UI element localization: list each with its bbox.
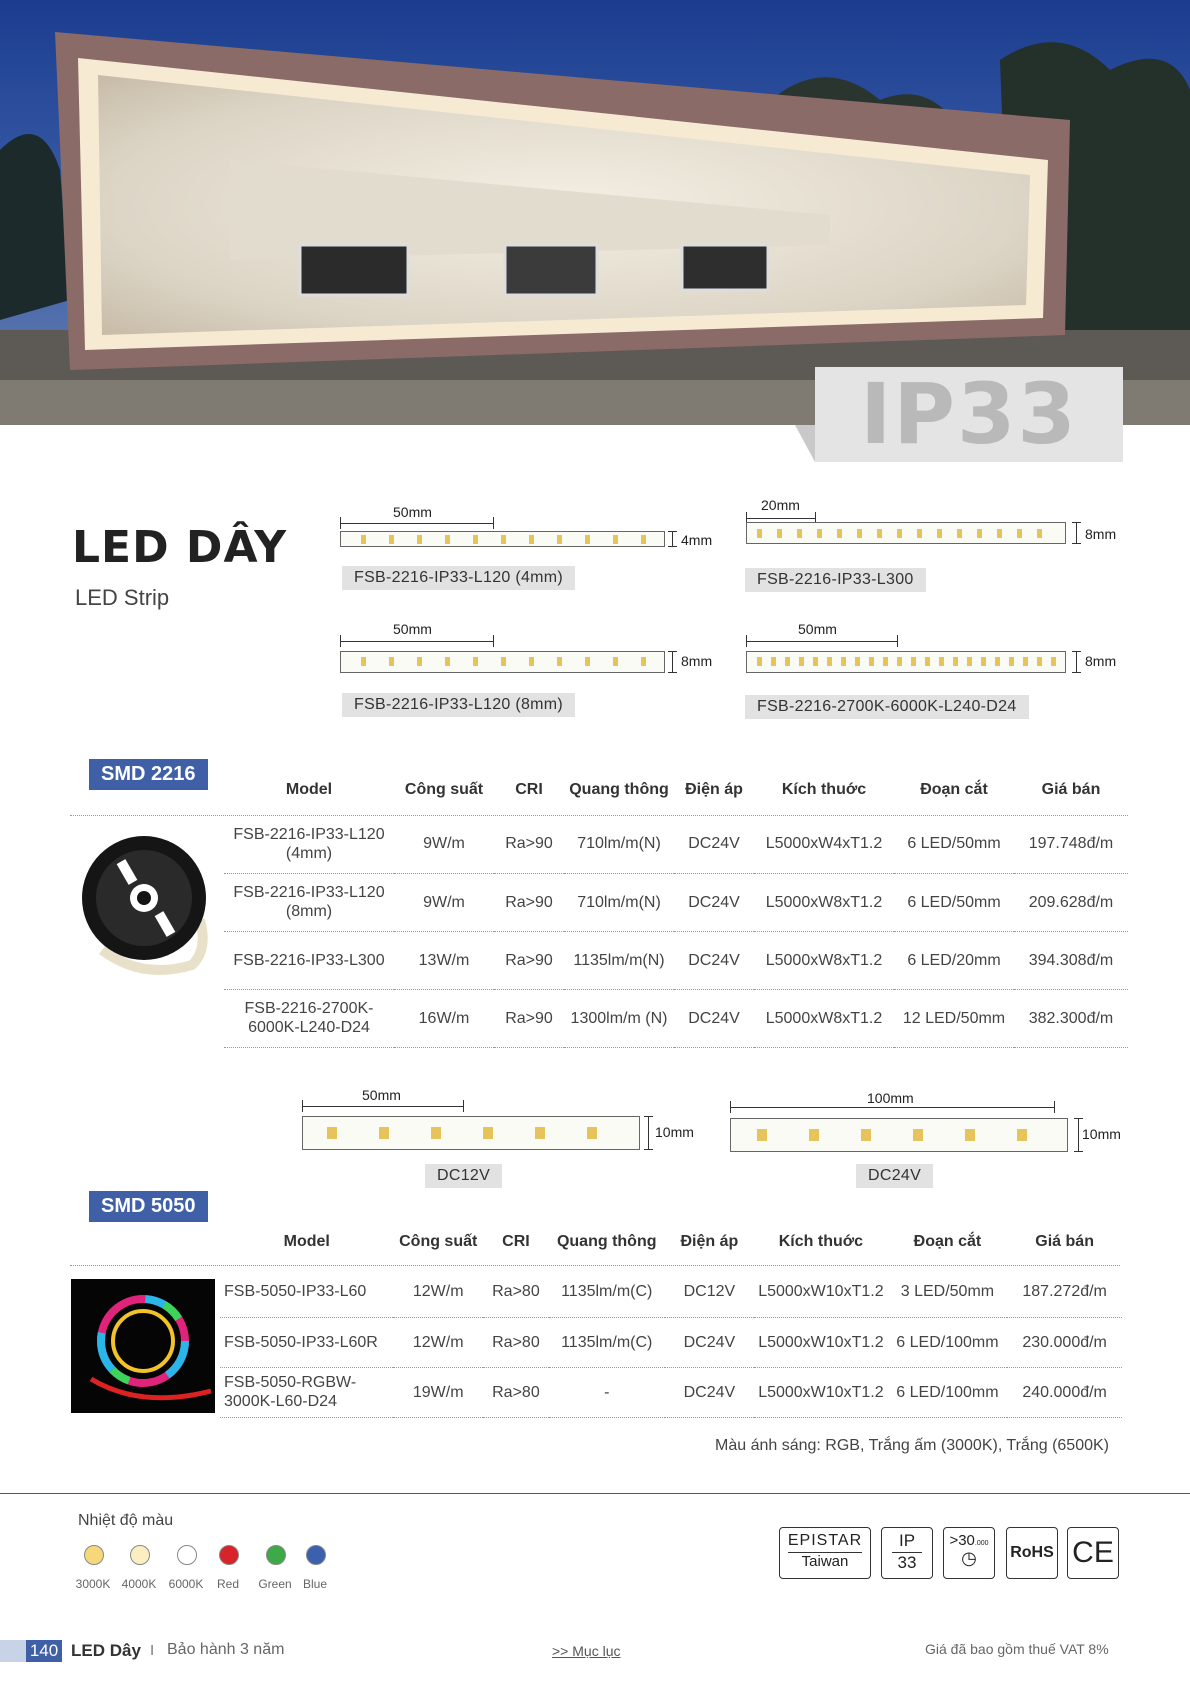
- strip-image: [746, 522, 1066, 544]
- dimension-length: 50mm: [362, 1087, 401, 1103]
- footer-divider: I: [150, 1642, 155, 1659]
- cell-model: FSB-2216-2700K-6000K-L240-D24: [224, 989, 394, 1047]
- col-header: Điện áp: [685, 781, 743, 798]
- cell-cri: Ra>90: [494, 873, 564, 931]
- cell-voltage: DC24V: [674, 873, 754, 931]
- clock-icon: ◷: [961, 1548, 977, 1568]
- col-header: Model: [283, 1233, 330, 1250]
- dimension-line: [302, 1106, 464, 1107]
- cell-size: L5000xW8xT1.2: [754, 931, 894, 989]
- cell-lumen: 1135lm/m(C): [549, 1317, 665, 1367]
- cell-lumen: 710lm/m(N): [564, 873, 674, 931]
- cell-lumen: -: [549, 1367, 665, 1417]
- strip-image: [302, 1116, 640, 1150]
- cell-voltage: DC24V: [674, 989, 754, 1047]
- cell-voltage: DC12V: [665, 1267, 755, 1317]
- ce-badge: CE: [1067, 1527, 1119, 1579]
- strip-image: [730, 1118, 1068, 1152]
- section-label-smd5050: SMD 5050: [89, 1191, 208, 1222]
- col-header: Đoạn cắt: [920, 781, 988, 798]
- model-tag: FSB-2216-IP33-L120 (8mm): [342, 693, 575, 717]
- dimension-width-line: [1076, 651, 1077, 673]
- dimension-width-line: [1076, 522, 1077, 544]
- col-header: Kích thuớc: [778, 1233, 864, 1250]
- col-header: CRI: [515, 781, 543, 798]
- swatch-label: Red: [216, 1577, 239, 1591]
- cell-power: 12W/m: [393, 1267, 483, 1317]
- dimension-width: 10mm: [1082, 1126, 1121, 1142]
- led-reel-image: [82, 830, 210, 978]
- cell-cut: 3 LED/50mm: [888, 1267, 1008, 1317]
- cell-model: FSB-5050-IP33-L60: [220, 1267, 393, 1317]
- table-header-row: [224, 765, 1128, 815]
- cell-cri: Ra>90: [494, 931, 564, 989]
- col-header: Công suất: [404, 781, 484, 798]
- smd5050-table: [220, 1217, 1122, 1418]
- cell-lumen: 710lm/m(N): [564, 815, 674, 873]
- table-of-contents-link[interactable]: >> Mục lục: [552, 1643, 621, 1659]
- cell-size: L5000xW10xT1.2: [754, 1267, 887, 1317]
- swatch-3000k: [84, 1545, 104, 1565]
- cell-power: 16W/m: [394, 989, 494, 1047]
- strip-image: [340, 651, 665, 673]
- voltage-tag: DC12V: [425, 1164, 502, 1188]
- table-row: [220, 1267, 1122, 1317]
- model-tag: FSB-2216-IP33-L300: [745, 568, 926, 592]
- swatch-label: Blue: [302, 1577, 328, 1591]
- lifetime-value: >30: [949, 1532, 975, 1549]
- dimension-length: 50mm: [393, 621, 432, 637]
- swatch-label: 4000K: [121, 1577, 157, 1591]
- cell-price: 382.300đ/m: [1014, 989, 1128, 1047]
- page-title: LED DÂY: [72, 522, 288, 573]
- dimension-width: 4mm: [681, 532, 713, 548]
- footer-separator: [0, 1493, 1190, 1494]
- dimension-length: 50mm: [393, 504, 432, 520]
- dimension-width-line: [672, 531, 673, 547]
- cell-cut: 6 LED/50mm: [894, 815, 1014, 873]
- dimension-width: 8mm: [681, 653, 713, 669]
- cell-cri: Ra>80: [483, 1317, 549, 1367]
- page-number: 140: [26, 1640, 62, 1662]
- cell-price: 209.628đ/m: [1014, 873, 1128, 931]
- table-row: [220, 1317, 1122, 1367]
- col-header: CRI: [502, 1233, 530, 1250]
- cell-cut: 6 LED/50mm: [894, 873, 1014, 931]
- table-row: [224, 873, 1128, 931]
- col-header: Quang thông: [569, 781, 669, 798]
- cell-voltage: DC24V: [665, 1367, 755, 1417]
- cell-price: 240.000đ/m: [1007, 1367, 1122, 1417]
- dimension-width-line: [672, 651, 673, 673]
- table-row: [224, 931, 1128, 989]
- footer-accent-bar: [0, 1640, 26, 1662]
- cell-cri: Ra>80: [483, 1267, 549, 1317]
- dimension-width-line: [648, 1116, 649, 1150]
- col-header: Điện áp: [680, 1233, 739, 1250]
- table-row: [224, 815, 1128, 873]
- cell-size: L5000xW10xT1.2: [754, 1367, 887, 1417]
- table-row: [220, 1367, 1122, 1417]
- cell-size: L5000xW4xT1.2: [754, 815, 894, 873]
- cell-cut: 12 LED/50mm: [894, 989, 1014, 1047]
- cell-lumen: 1135lm/m(C): [549, 1267, 665, 1317]
- col-header: Giá bán: [1041, 781, 1101, 798]
- hero-photo: [0, 0, 1190, 425]
- cell-power: 13W/m: [394, 931, 494, 989]
- ip-badge-label: IP: [898, 1531, 916, 1550]
- cell-size: L5000xW8xT1.2: [754, 989, 894, 1047]
- color-temp-title: Nhiệt độ màu: [78, 1512, 174, 1529]
- cell-cri: Ra>90: [494, 815, 564, 873]
- cell-lumen: 1300lm/m (N): [564, 989, 674, 1047]
- epistar-badge: [779, 1527, 871, 1579]
- cell-price: 187.272đ/m: [1007, 1267, 1122, 1317]
- cell-model: FSB-2216-IP33-L300: [224, 931, 394, 989]
- footer-section: LED Dây: [71, 1641, 141, 1660]
- dimension-line: [746, 518, 816, 519]
- cell-cri: Ra>90: [494, 989, 564, 1047]
- rohs-badge: RoHS: [1006, 1527, 1058, 1579]
- cell-power: 19W/m: [393, 1367, 483, 1417]
- cell-power: 9W/m: [394, 815, 494, 873]
- ip-label-shadow: [795, 425, 815, 462]
- col-header: Giá bán: [1035, 1233, 1094, 1250]
- section-label-smd2216: SMD 2216: [89, 759, 208, 790]
- dimension-width: 8mm: [1085, 653, 1117, 669]
- table-header-row: [220, 1217, 1122, 1267]
- swatch-blue: [306, 1545, 326, 1565]
- cell-model: FSB-5050-IP33-L60R: [220, 1317, 393, 1367]
- cell-voltage: DC24V: [674, 815, 754, 873]
- cell-price: 197.748đ/m: [1014, 815, 1128, 873]
- ip-rating-label: IP33: [860, 365, 1078, 463]
- cell-lumen: 1135lm/m(N): [564, 931, 674, 989]
- cell-power: 12W/m: [393, 1317, 483, 1367]
- dimension-line: [730, 1107, 1055, 1108]
- swatch-6000k: [177, 1545, 197, 1565]
- lifetime-small: .000: [974, 1540, 989, 1547]
- cell-price: 394.308đ/m: [1014, 931, 1128, 989]
- dimension-line: [340, 523, 494, 524]
- swatch-label: 6000K: [168, 1577, 204, 1591]
- epistar-country: Taiwan: [801, 1553, 849, 1570]
- swatch-label: Green: [258, 1577, 292, 1591]
- ip-badge: [881, 1527, 933, 1579]
- dimension-width-line: [1078, 1118, 1079, 1152]
- col-header: Đoạn cắt: [913, 1233, 982, 1250]
- cell-size: L5000xW8xT1.2: [754, 873, 894, 931]
- epistar-text: EPISTAR: [787, 1532, 863, 1549]
- page-subtitle: LED Strip: [75, 585, 170, 610]
- ip-badge-value: 33: [897, 1553, 917, 1572]
- col-header: Kích thuớc: [781, 781, 867, 798]
- dimension-line: [746, 641, 898, 642]
- cell-cut: 6 LED/100mm: [888, 1317, 1008, 1367]
- cell-price: 230.000đ/m: [1007, 1317, 1122, 1367]
- cell-power: 9W/m: [394, 873, 494, 931]
- light-color-note: Màu ánh sáng: RGB, Trắng ấm (3000K), Trắng (6500K): [715, 1437, 1109, 1454]
- swatch-green: [266, 1545, 286, 1565]
- col-header: Quang thông: [556, 1233, 657, 1250]
- dimension-width: 8mm: [1085, 526, 1117, 542]
- cell-cri: Ra>80: [483, 1367, 549, 1417]
- building-illustration: [0, 0, 1190, 425]
- model-tag: FSB-2216-IP33-L120 (4mm): [342, 566, 575, 590]
- cell-cut: 6 LED/20mm: [894, 931, 1014, 989]
- strip-image: [746, 651, 1066, 673]
- dimension-width: 10mm: [655, 1124, 694, 1140]
- cell-model: FSB-2216-IP33-L120 (4mm): [224, 815, 394, 873]
- dimension-length: 50mm: [798, 621, 837, 637]
- dimension-length: 20mm: [761, 497, 800, 513]
- swatch-4000k: [130, 1545, 150, 1565]
- model-tag: FSB-2216-2700K-6000K-L240-D24: [745, 695, 1029, 719]
- footer-vat-note: Giá đã bao gồm thuế VAT 8%: [925, 1641, 1109, 1657]
- dimension-line: [340, 641, 494, 642]
- cell-voltage: DC24V: [665, 1317, 755, 1367]
- cell-cut: 6 LED/100mm: [888, 1367, 1008, 1417]
- swatch-red: [219, 1545, 239, 1565]
- rgb-strip-image: [71, 1279, 215, 1413]
- voltage-tag: DC24V: [856, 1164, 933, 1188]
- swatch-label: 3000K: [75, 1577, 111, 1591]
- table-row: [224, 989, 1128, 1047]
- cell-model: FSB-2216-IP33-L120 (8mm): [224, 873, 394, 931]
- strip-image: [340, 531, 665, 547]
- col-header: Model: [285, 781, 333, 798]
- dimension-length: 100mm: [867, 1090, 914, 1106]
- col-header: Công suất: [399, 1233, 478, 1250]
- cell-voltage: DC24V: [674, 931, 754, 989]
- footer-warranty: Bảo hành 3 năm: [167, 1641, 285, 1658]
- cell-size: L5000xW10xT1.2: [754, 1317, 887, 1367]
- lifetime-badge: [943, 1527, 995, 1579]
- cell-model: FSB-5050-RGBW-3000K-L60-D24: [220, 1367, 393, 1417]
- smd2216-table: [224, 765, 1128, 1048]
